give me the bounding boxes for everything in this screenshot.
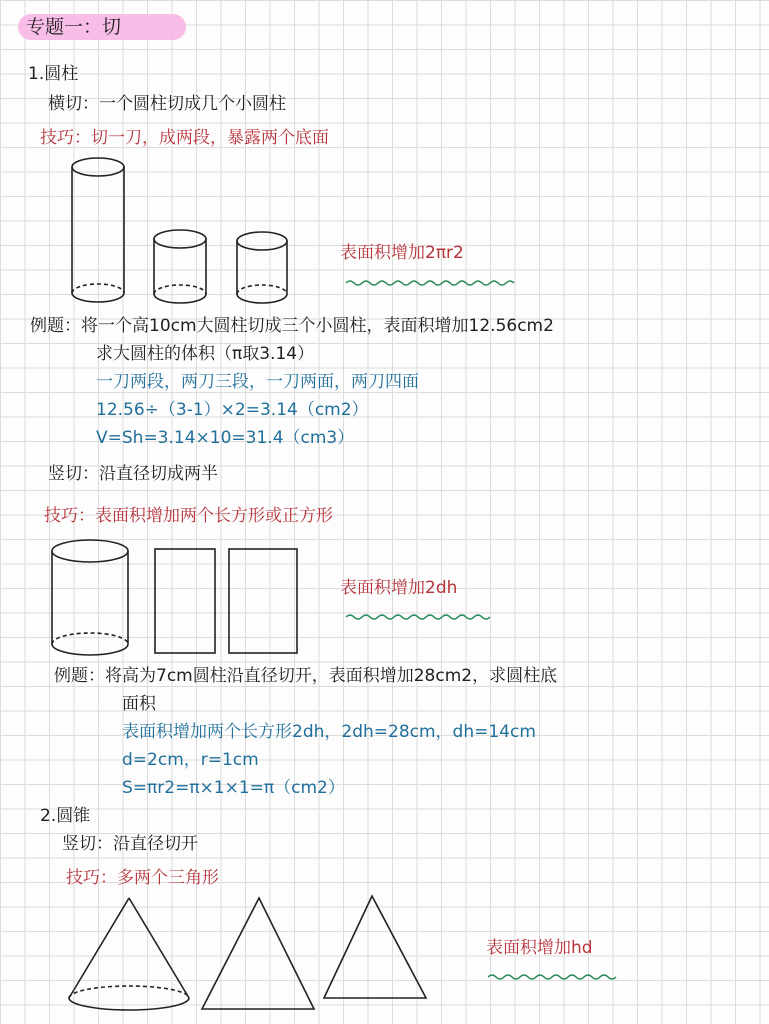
cone-tip: 技巧：多两个三角形	[66, 868, 219, 888]
triangle-figure-1	[200, 895, 320, 1015]
cone-note: 表面积增加hd	[486, 938, 593, 958]
example-1-line-2: 求大圆柱的体积（π取3.14）	[96, 344, 315, 364]
solution-2-line-1: 表面积增加两个长方形2dh，2dh=28cm，dh=14cm	[122, 722, 536, 742]
solution-2-line-3: S=πr2=π×1×1=π（cm2）	[122, 778, 345, 798]
example-2-line-1: 例题：将高为7cm圆柱沿直径切开，表面积增加28cm2，求圆柱底	[54, 666, 558, 686]
solution-2-line-2: d=2cm，r=1cm	[122, 750, 259, 770]
wavy-underline-3	[488, 972, 638, 982]
note-1: 表面积增加2πr2	[340, 243, 464, 263]
solution-1-line-2: 12.56÷（3-1）×2=3.14（cm2）	[96, 400, 369, 420]
small-cylinder-figure-1	[152, 228, 212, 308]
cut-rectangle-2	[228, 548, 302, 658]
horizontal-cut-text: 横切：一个圆柱切成几个小圆柱	[48, 94, 286, 114]
cone-figure	[66, 892, 194, 1022]
wide-cylinder-figure	[50, 538, 134, 658]
wavy-underline-2	[346, 612, 496, 622]
tall-cylinder-figure	[70, 155, 130, 305]
tip-2: 技巧：表面积增加两个长方形或正方形	[44, 506, 333, 526]
cone-vertical-cut-text: 竖切：沿直径切开	[62, 834, 198, 854]
cut-rectangle-1	[154, 548, 218, 658]
note-2: 表面积增加2dh	[340, 578, 458, 598]
triangle-figure-2	[322, 893, 432, 1003]
solution-1-line-3: V=Sh=3.14×10=31.4（cm3）	[96, 428, 355, 448]
example-2-line-2: 面积	[122, 694, 156, 714]
cone-heading: 2.圆锥	[40, 806, 91, 826]
example-1-line-1: 例题：将一个高10cm大圆柱切成三个小圆柱，表面积增加12.56cm2	[30, 316, 554, 336]
page-title: 专题一：切	[26, 16, 122, 38]
vertical-cut-text: 竖切：沿直径切成两半	[48, 464, 218, 484]
wavy-underline-1	[346, 278, 516, 288]
small-cylinder-figure-2	[236, 230, 296, 310]
cylinder-heading: 1.圆柱	[28, 64, 79, 84]
solution-1-line-1: 一刀两段，两刀三段，一刀两面，两刀四面	[96, 372, 419, 392]
tip-1: 技巧：切一刀，成两段，暴露两个底面	[40, 128, 329, 148]
